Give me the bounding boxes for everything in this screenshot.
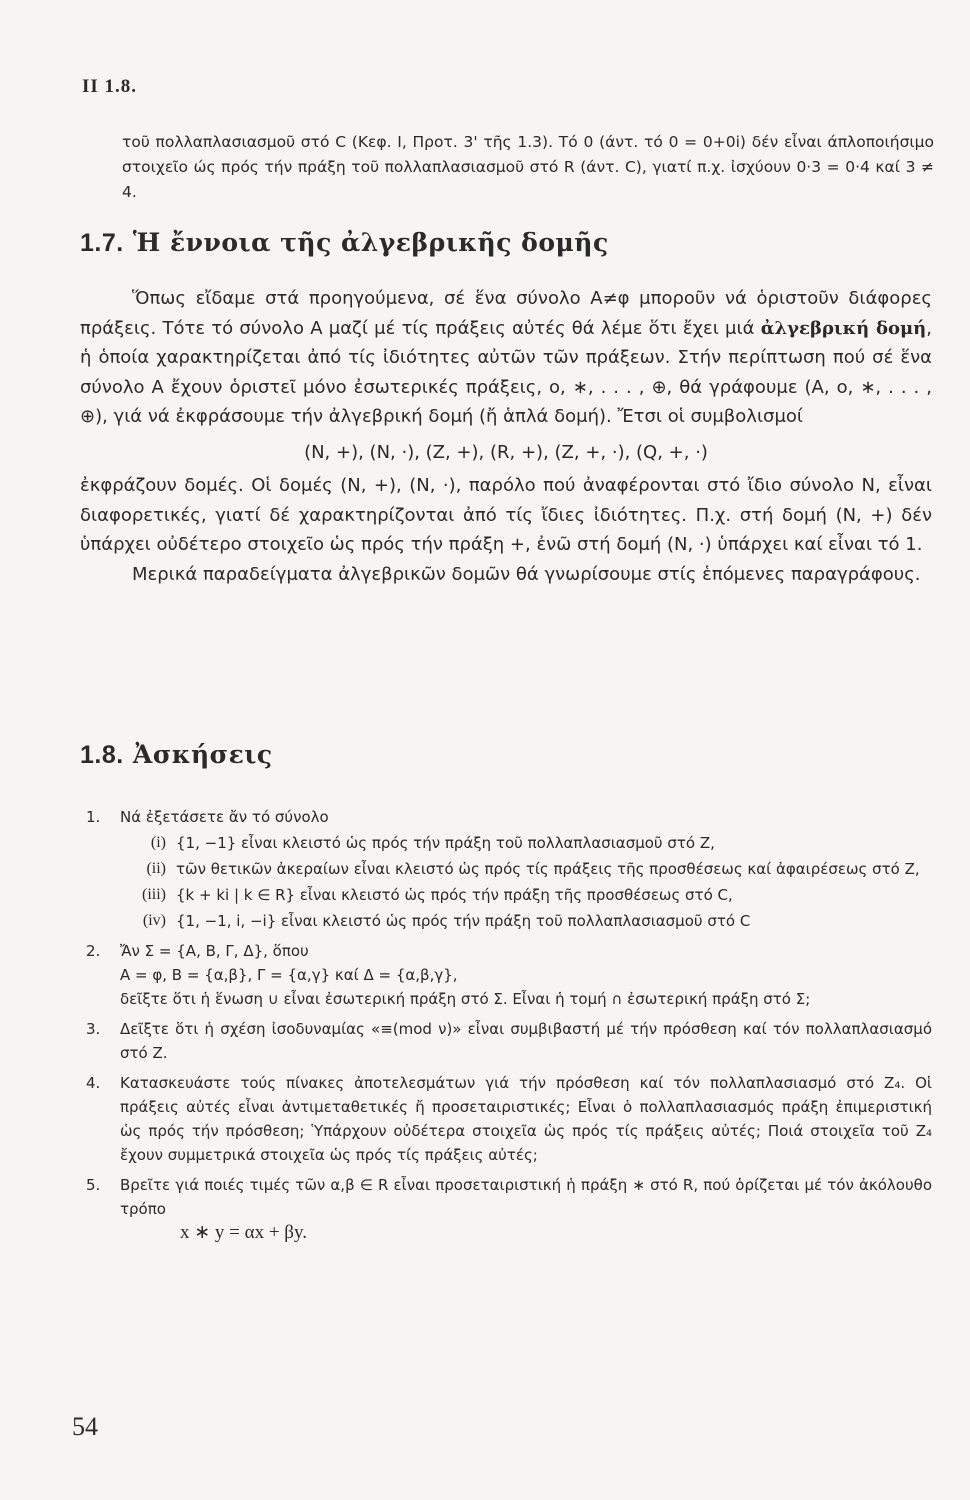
section-title: Ἀσκήσεις — [132, 740, 273, 769]
paragraph-text: , ἡ ὁποία χαρακτηρίζεται ἀπό τίς ἰδιότητες αὐτῶν τῶν πράξεων. Στήν περίπτωση πού σέ ἕνα σύνολο Α ἔχουν ὁριστεῖ μόνο ἐσωτερικές πράξεις, ο, ∗, . . . , ⊕, θά γράφουμε (Α, ο, ∗, . . . , ⊕), γιά νά ἐκφράσουμε τήν ἀλγεβρική δομή (ἤ ἁπλά δομή). Ἔτσι οἱ συμβολισμοί — [80, 317, 932, 427]
bold-term: ἀλγεβρική δομή — [760, 317, 927, 339]
exercise-body — [120, 1173, 932, 1245]
subitem-label: (i) — [150, 834, 166, 851]
exercise-number: 3. — [86, 1020, 101, 1038]
exercise-item — [86, 1017, 932, 1065]
exercise-subitem — [120, 909, 932, 933]
subitem-label: (ii) — [146, 860, 166, 877]
exercise-body — [120, 939, 932, 1011]
exercise-number: 5. — [86, 1176, 101, 1194]
section-heading-1-7 — [80, 228, 609, 258]
subitem-text: τῶν θετικῶν ἀκεραίων εἶναι κλειστό ὡς πρός τίς πράξεις τῆς προσθέσεως καί ἀφαιρέσεως στό Z, — [176, 860, 920, 878]
page-number: 54 — [72, 1412, 98, 1441]
exercise-text: δεῖξτε ὅτι ἡ ἕνωση ∪ εἶναι ἐσωτερική πράξη στό Σ. Εἶναι ἡ τομή ∩ ἐσωτερική πράξη στό Σ; — [120, 990, 811, 1008]
exercise-number: 2. — [86, 942, 101, 960]
section-title: Ἡ ἔννοια τῆς ἀλγεβρικῆς δομῆς — [132, 228, 609, 257]
structures-formula: (N, +), (N, ·), (Z, +), (R, +), (Z, +, ·), (Q, +, ·) — [304, 441, 708, 463]
subitem-label: (iii) — [142, 886, 166, 903]
exercise-text: Δεῖξτε ὅτι ἡ σχέση ἰσοδυναμίας «≡(mod ν)» εἶναι συμβιβαστή μέ τήν πρόσθεση καί τόν πολλαπλασιασμό στό Z. — [120, 1020, 932, 1062]
exercise-item — [86, 805, 932, 933]
paragraph-structures: ἐκφράζουν δομές. Οἱ δομές (N, +), (N, ·), παρόλο πού ἀναφέρονται στό ἴδιο σύνολο N, εἶναι διαφορετικές, γιατί δέ χαρακτηρίζονται ἀπό τίς ἴδιες ἰδιότητες. Π.χ. στή δομή (N, +) δέν ὑπάρχει οὐδέτερο στοιχεῖο ὡς πρός τήν πράξη +, ἐνῶ στή δομή (N, ·) ὑπάρχει καί εἶναι τό 1. — [80, 475, 932, 555]
intro-text: τοῦ πολλαπλασιασμοῦ στό C (Κεφ. Ι, Προτ. 3' τῆς 1.3). Τό 0 (άντ. τό 0 = 0+0i) δέν εἶναι άπλοποιήσιμο στοιχεῖο ώς πρός τήν πράξη τοῦ πολλαπλασιασμοῦ στό R (άντ. C), γιατί π.χ. ἰσχύουν 0·3 = 0·4 καί 3 ≠ 4. — [122, 133, 934, 201]
exercise-item — [86, 1173, 932, 1245]
exercise-number: 1. — [86, 808, 101, 826]
exercise-text: Ἄν Σ = {Α, Β, Γ, Δ}, ὅπου — [120, 942, 309, 960]
exercise-text: Κατασκευάστε τούς πίνακες ἀποτελεσμάτων γιά τήν πρόσθεση καί τόν πολλαπλασιασμό στό Z₄. Οἱ πράξεις αὐτές εἶναι ἀντιμεταθετικές ἤ προσεταιριστικές; Εἶναι ὁ πολλαπλασιασμός πράξη ἐπιμεριστική ὡς πρός τήν πρόσθεση; Ὑπάρχουν οὐδέτερα στοιχεῖα ὡς πρός τίς πράξεις αὐτές; Ποιά στοιχεῖα τοῦ Z₄ ἔχουν συμμετρικά στοιχεῖα ὡς πρός τίς πράξεις αὐτές; — [120, 1074, 932, 1164]
exercise-item — [86, 939, 932, 1011]
exercise-text: Νά ἐξετάσετε ἄν τό σύνολο — [120, 808, 329, 826]
subitem-label: (iv) — [142, 912, 166, 929]
paragraph-text: Ὅπως εἴδαμε στά προηγούμενα, σέ ἕνα σύνολο Α≠φ μποροῦν νά ὁριστοῦν διάφορες πράξεις. Τότε τό σύνολο Α μαζί μέ τίς πράξεις αὐτές θά λέμε ὅτι ἔχει μιά — [80, 288, 932, 339]
exercise-body — [120, 1071, 932, 1167]
subitem-text: {k + ki | k ∈ R} εἶναι κλειστό ὡς πρός τήν πράξη τῆς προσθέσεως στό C, — [176, 886, 733, 904]
exercise-formula: Α = φ, Β = {α,β}, Γ = {α,γ} καί Δ = {α,β,γ}, — [120, 966, 458, 984]
subitem-text: {1, −1} εἶναι κλειστό ὡς πρός τήν πράξη τοῦ πολλαπλασιασμοῦ στό Z, — [176, 834, 715, 852]
exercise-text: Βρεῖτε γιά ποιές τιμές τῶν α,β ∈ R εἶναι προσεταιριστική ἡ πράξη ∗ στό R, πού ὁρίζεται μέ τόν ἀκόλουθο τρόπο — [120, 1176, 932, 1218]
exercise-formula: x ∗ y = αx + βy. — [180, 1222, 307, 1243]
running-head: II 1.8. — [82, 76, 138, 97]
intro-paragraph — [122, 130, 934, 205]
subitem-text: {1, −1, i, −i} εἶναι κλειστό ὡς πρός τήν πράξη τοῦ πολλαπλασιασμοῦ στό C — [176, 912, 751, 930]
section-number: 1.7. — [80, 229, 124, 257]
exercise-subitem — [120, 857, 932, 881]
exercise-body — [120, 805, 932, 933]
section-number: 1.8. — [80, 741, 124, 769]
exercise-subitem — [120, 883, 932, 907]
exercise-item — [86, 1071, 932, 1167]
exercise-body — [120, 1017, 932, 1065]
paragraph-examples: Μερικά παραδείγματα ἀλγεβρικῶν δομῶν θά γνωρίσουμε στίς ἑπόμενες παραγράφους. — [132, 563, 921, 585]
exercise-subitem — [120, 831, 932, 855]
section-heading-1-8 — [80, 740, 273, 770]
exercise-number: 4. — [86, 1074, 101, 1092]
section-1-7-body — [80, 284, 932, 589]
exercise-list — [86, 805, 932, 1251]
paragraph-structure-definition — [80, 284, 932, 432]
